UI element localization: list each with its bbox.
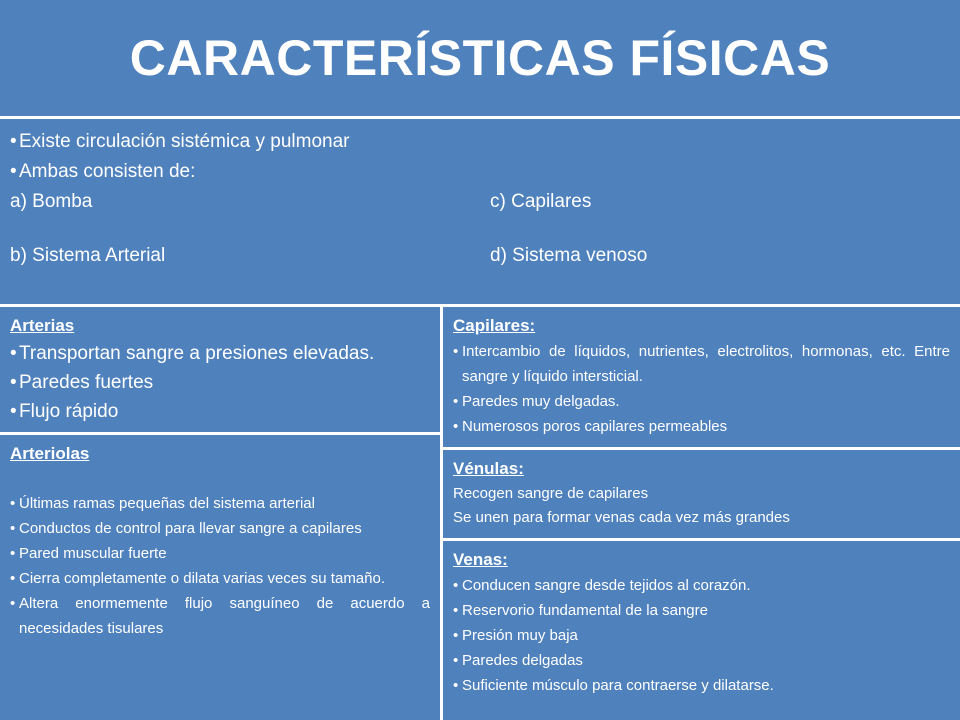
list-item: • Conductos de control para llevar sangre a capilares (10, 516, 430, 541)
intro-item-c: c) Capilares (490, 191, 592, 212)
intro-bullet: • Ambas consisten de: (10, 157, 950, 187)
intro-row-2 (10, 241, 950, 271)
page-title: CARACTERÍSTICAS FÍSICAS (129, 30, 831, 86)
list-item: • Últimas ramas pequeñas del sistema arterial (10, 491, 430, 516)
arteriolas-panel (0, 435, 440, 720)
capilares-panel (443, 307, 960, 447)
arterias-heading: Arterias (10, 316, 75, 335)
intro-bullet: • Existe circulación sistémica y pulmonar (10, 127, 950, 157)
capilares-list (453, 339, 950, 439)
venulas-panel (443, 450, 960, 538)
arteriolas-heading: Arteriolas (10, 444, 90, 463)
venas-panel (443, 541, 960, 720)
intro-bullets (10, 127, 950, 187)
intro-item-a: a) Bomba (10, 191, 93, 212)
intro-item-d: d) Sistema venoso (490, 245, 648, 266)
venulas-line: Se unen para formar venas cada vez más grandes (453, 509, 790, 526)
intro-row-1 (10, 187, 950, 217)
list-item: • Intercambio de líquidos, nutrientes, electrolitos, hormonas, etc. Entre sangre y líquido intersticial. (453, 339, 950, 389)
arterias-list (10, 339, 430, 426)
list-item: • Numerosos poros capilares permeables (453, 414, 950, 439)
list-item: • Paredes muy delgadas. (453, 389, 950, 414)
list-item: • Suficiente músculo para contraerse y dilatarse. (453, 673, 950, 698)
list-item: • Altera enormemente flujo sanguíneo de acuerdo a necesidades tisulares (10, 591, 430, 641)
venulas-heading: Vénulas: (453, 459, 524, 478)
title-panel (0, 0, 960, 116)
list-item: • Presión muy baja (453, 623, 950, 648)
list-item: • Pared muscular fuerte (10, 541, 430, 566)
list-item: • Transportan sangre a presiones elevadas. (10, 339, 430, 368)
list-item: • Paredes delgadas (453, 648, 950, 673)
arteriolas-list (10, 491, 430, 641)
capilares-heading: Capilares: (453, 316, 536, 335)
venas-heading: Venas: (453, 550, 508, 569)
list-item: • Flujo rápido (10, 397, 430, 426)
list-item: • Cierra completamente o dilata varias veces su tamaño. (10, 566, 430, 591)
intro-item-b: b) Sistema Arterial (10, 245, 166, 266)
intro-panel (0, 119, 960, 304)
list-item: • Reservorio fundamental de la sangre (453, 598, 950, 623)
venulas-line: Recogen sangre de capilares (453, 485, 649, 502)
list-item: • Paredes fuertes (10, 368, 430, 397)
arterias-panel (0, 307, 440, 432)
venas-list (453, 573, 950, 698)
list-item: • Conducen sangre desde tejidos al corazón. (453, 573, 950, 598)
